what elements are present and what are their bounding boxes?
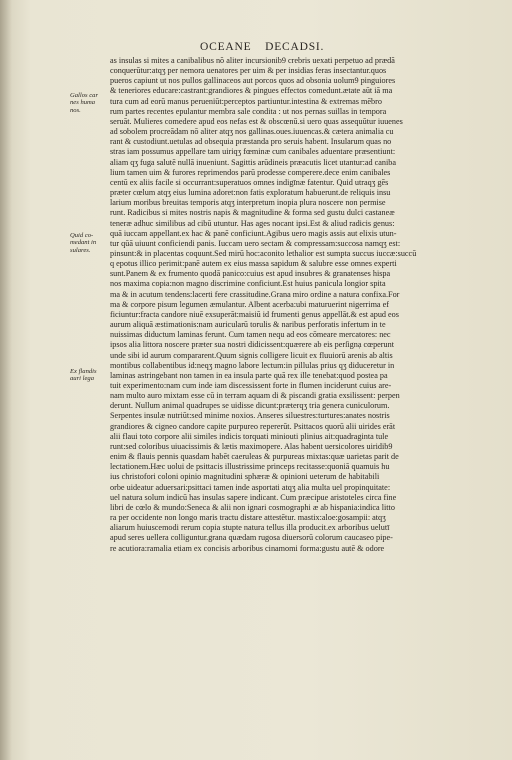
text-line: larium moribus breuitas temporis atqʒ interpretum inopia plura noscere non permise [110,198,386,208]
text-line: nam multo auro mixtam esse cū in terram aquam di & piscandi gratia exsilissent: perpen [110,391,400,401]
text-line: pinsunt:& in placentas coquunt.Sed mirū hoc:aconito lethalior est sumpta succus iuccæ:succū [110,248,417,258]
body-text [110,56,480,554]
text-line: laminas astringebant non tamen in ea insula parte quā rex ille tenebat:quod postea pa [110,370,388,380]
text-line: runt:sed coloribus uiuacissimis & lætis maximopere. Alas habent uersicolores uiridib9 [110,441,393,451]
text-line: nos maxima copia:non magno discrimine conficiunt.Est huius panicula longior spita [110,279,386,289]
running-header [200,41,334,53]
margin-note-line: Quid co- [70,232,94,239]
text-line: ma & in acutum tendens:lacerti fere crassitudine.Grana miro ordine a natura confixa.For [110,289,400,299]
margin-note-2 [70,232,112,254]
header-word-1: OCEANE [200,41,252,53]
text-line: tura cum ad eorū manus perueniūt:perceptos partiuntur.intestina & extremas mēbro [110,96,382,106]
margin-note-line: Gallos car [70,92,99,99]
margin-note-line: medant in [70,239,97,247]
margin-note-1 [70,92,112,114]
text-line: ra per occidente non longo maris tractu distare attestētur. mastix:aloe:gosampii: atqʒ [110,513,386,523]
text-line: libri de cœlo & mundo:Seneca & alii non ignari cosmographi æ ab hispania:indica litto [110,502,395,512]
text-line: aliarum huiuscemodi rerum copia stupte natura tellus illa producit.ex arboribus uelutī [110,523,390,533]
text-line: aurum aliquā æstimationis:nam auricularū torulis & naribus perforatis infertum in te [110,320,386,330]
text-line: grandiores & cigneo candore capite purpureo repererūt. Psittacos quorū alii uirides erāt [110,421,396,431]
text-line: sunt.Panem & ex frumento quodā panico:cuius est apud insubres & granatenses hispa [110,269,391,279]
margin-note-line: auri lega [70,375,94,383]
text-line: ipsos alia littora noscere præter sua nostri didicissent:quærere ab eis perſignạ cœperunt [110,340,394,350]
text-line: centū ex aliis facile si occurrant:superatuos omnes indigīnæ fatentur. Quid utraqʒ gēs [110,177,389,187]
text-line: stras iam possumus appellare tam uiriqʒ fœminæ cum canibales aduentare præsentiunt: [110,147,396,157]
text-line: re acutiora:ramalia etiam ex concisis arboribus cinamomi forma:gustu autē & odore [110,543,385,553]
margin-note-line: nos. [70,106,81,114]
text-line: uel natura solum indicū has insulas sapere indicant. Cum præcipue aristoteles circa fine [110,492,397,502]
text-line: quā iuccam appellant.ex hac & panē conficiunt.Agibus uero magis assis aut elixis utun- [110,228,397,238]
text-line: ius christofori coloni opinio magnitudini sphæræ & opinioni ueterum de habitabili [110,472,380,482]
text-line: Serpentes insulæ nutriūt:sed minime noxios. Anseres siluestres:turtures:anates nostris [110,411,390,421]
page-edge-shadow [0,0,12,760]
text-line: q epotus illico perimit:panē autem ex eius massa sapidum & salubre esse omnes experti [110,259,397,269]
header-word-2: DECADSI. [265,41,325,53]
text-line: lium tamen uim & furores reprimendos parū prodesse comperere.dece enim canibales [110,167,391,177]
margin-note-line: nes huma [70,99,96,107]
text-line: derunt. Nullum animal quadrupes se uidisse dicunt:præterqʒ tria genera cuniculorum. [110,401,390,411]
text-line: & teneriores educare:castrant:grandiores & pingues effectos comedunt.ætate aūt iā ma [110,86,393,96]
text-line: runt. Radicibus si mites nostris napis & magnitudine & forma sed gustu dulci castaneæ [110,208,395,218]
text-line: pueros capiunt ut nos pullos gallinaceos aut porcos quos ad obsonia uolum9 pinguiores [110,76,396,86]
margin-note-line: Ex flandis [70,368,97,375]
text-line: montibus collabentibus id:neqʒ magno labore lectum:in pillulas prius qʒ diduceretur in [110,360,395,370]
text-line: præter cœlum atqʒ eius lumina adoret:non fatis exploratum habuerunt.de reliquis insu [110,188,391,198]
text-line: tur qūā uiuunt conficiendi panis. Iuccam uero sectam & compressam:succosa namqʒ est: [110,238,401,248]
text-line: conquerūtur:atqʒ per nemora uenatores per uim & per insidias feras insectantur.quos [110,66,387,76]
text-line: aliam qʒ fuga salutē nullā inueniunt. Sagittis arūdineis præacutis licet utantur:ad caniba [110,157,397,167]
text-line: unde sibi id aurum compararent.Quum signis colligere licuit ex fluuiorū arenis ab altis [110,350,393,360]
text-line: rant & custodiunt.uetulas ad obsequia præstanda pro seruis habent. Insularum quas no [110,137,392,147]
text-line: apud seres uellera colliguntur.grana quædam rugosa diuersorū colorum caucaseo pipe- [110,533,393,543]
text-line: ma & corpore pisum legumen æmulantur. Albent acerba:ubi maturuerint nigerrima ef [110,299,389,309]
text-line: alii flaui toto corpore alii similes indicis torquati miniouti plinius ait:quadraginta tule [110,431,389,441]
text-line: rum partes recentes epulantur membra sale condita : ut nos pernas suillas in tempora [110,106,387,116]
margin-note-line: sulares. [70,246,91,254]
text-line: teneræ adhuc similibus ad cibū utuntur. Has ages nocant ipsi.Est & aliud radicis genus: [110,218,395,228]
text-line: lectationem.Hæc uolui de psittacis illustrissime princeps recitasse:quoniā quamuis hu [110,462,390,472]
text-line: tuit experimento:nam cum inde iam discessissent forte in flumen inciderunt cuius are- [110,381,392,390]
text-line: enim & flauis pennis quasdam habēt caeruleas & purpureas mixtas:quæ uarietas parit de [110,452,399,462]
text-line: nuissimas diductum laminas ferunt. Cum tamen nequ ad eos cōmeare mercatores: nec [110,330,391,340]
text-line: seruāt. Mulieres comedere apud eos nefas est & obscœnū.si uero quas assequūtur iuuenes [110,116,403,126]
text-line: ficiuntur:fracta candore niuē exsuperāt:maisiū id frumenti genus appellāt.& est apud eos [110,309,399,319]
margin-note-3 [70,368,112,383]
text-line: ad sobolem procreādam nō aliter atqʒ nos gallinas.oues.iuuencas.& cætera animalia cu [110,127,394,137]
text-line: orbe uideatur aduersari:psittaci tamen inde asportati atqʒ alia multa uel propinquitate: [110,482,391,492]
text-line: as insulas si mites a canibalibus nõ aliter incursionib9 crebris uexati perpetuo ad prædã [110,56,395,65]
